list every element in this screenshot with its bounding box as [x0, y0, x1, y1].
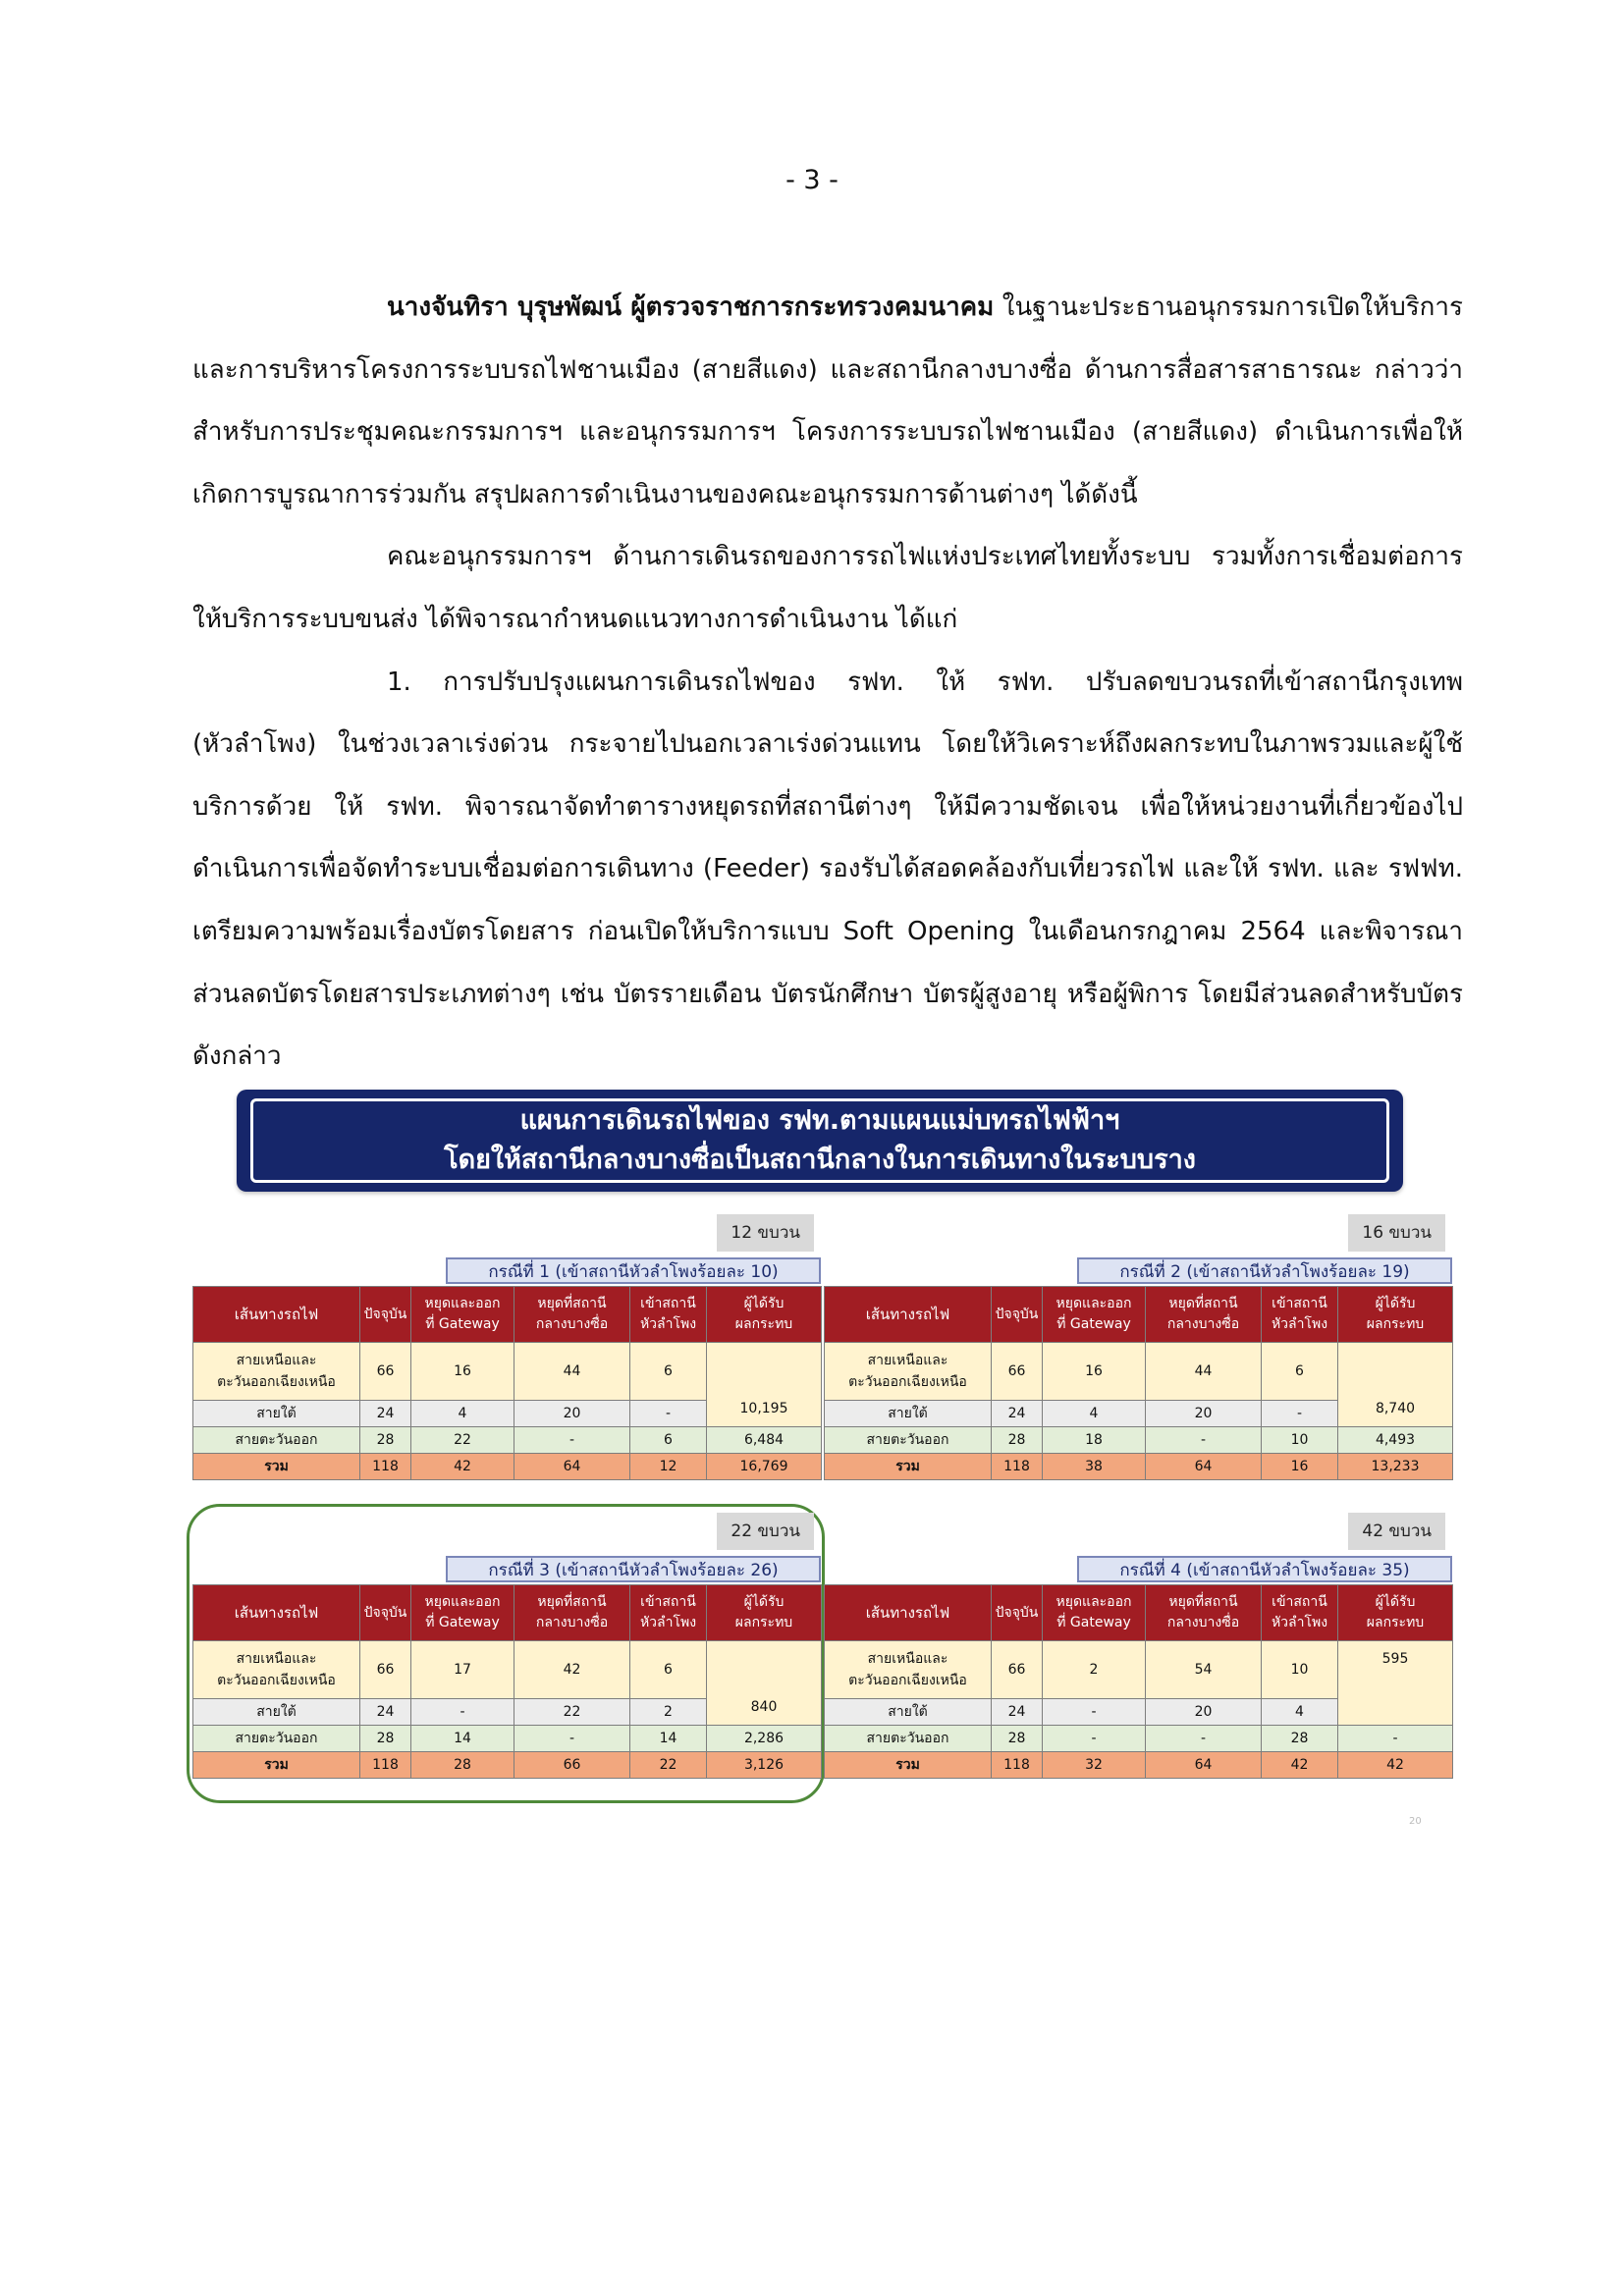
header-route: เส้นทางรถไฟ: [825, 1287, 992, 1343]
cell-value: 38: [1043, 1454, 1146, 1480]
header-affected-line2: ผลกระทบ: [1366, 1615, 1425, 1630]
header-affected-line2: ผลกระทบ: [734, 1615, 793, 1630]
cell-value: 24: [360, 1401, 411, 1427]
route-northeast-line1: สายเหนือและ: [867, 1353, 948, 1368]
header-hualamphong-line1: เข้าสถานี: [640, 1296, 696, 1311]
cell-value: -: [514, 1726, 630, 1752]
cell-value: 2: [630, 1699, 707, 1726]
plan-banner: [237, 1090, 1403, 1192]
cell-value: -: [1043, 1699, 1146, 1726]
cell-value: -: [1043, 1726, 1146, 1752]
paragraph-1-text: ในฐานะประธานอนุกรรมการเปิดให้บริการและการบริหารโครงการระบบรถไฟชานเมือง (สายสีแดง) และสถานีกลางบางซื่อ ด้านการสื่อสารสาธารณะ กล่าวว่า สำหรับการประชุมคณะกรรมการฯ และอนุกรรมการฯ โครงการระบบรถไฟชานเมือง (สายสีแดง) ดำเนินการเพื่อให้เกิดการบูรณาการร่วมกัน สรุปผลการดำเนินงานของคณะอนุกรรมการด้านต่างๆ ได้ดังนี้: [192, 293, 1463, 509]
route-northeast: [825, 1343, 992, 1401]
cell-affected: 3,126: [707, 1752, 822, 1779]
train-count-box: 16 ขบวน: [1348, 1214, 1445, 1252]
cell-value: 64: [514, 1454, 630, 1480]
slide-number: 20: [1409, 1816, 1422, 1827]
cell-affected: 840: [707, 1641, 822, 1726]
cell-value: 66: [514, 1752, 630, 1779]
header-hualamphong-line2: หัวลำโพง: [1271, 1316, 1328, 1332]
header-bangsue: [1146, 1287, 1262, 1343]
route-table: [192, 1286, 822, 1480]
route-south: สายใต้: [825, 1699, 992, 1726]
cell-value: 32: [1043, 1752, 1146, 1779]
banner-line-2: โดยให้สถานีกลางบางซื่อเป็นสถานีกลางในการเดินทางในระบบราง: [444, 1145, 1196, 1175]
header-affected-line1: ผู้ได้รับ: [1375, 1296, 1416, 1311]
cell-affected: 595: [1338, 1641, 1453, 1726]
header-current: ปัจจุบัน: [992, 1585, 1043, 1641]
table-row-east: [825, 1427, 1453, 1454]
cell-affected: 8,740: [1338, 1343, 1453, 1427]
cell-value: 2: [1043, 1641, 1146, 1699]
table-row-total: [193, 1454, 822, 1480]
header-affected: [1338, 1287, 1453, 1343]
table-row-northeast: [193, 1343, 822, 1401]
header-affected-line1: ผู้ได้รับ: [1375, 1594, 1416, 1610]
banner-line-1: แผนการเดินรถไฟของ รฟท.ตามแผนแม่บทรถไฟฟ้าฯ: [519, 1105, 1120, 1136]
route-south: สายใต้: [193, 1699, 360, 1726]
cell-value: 22: [411, 1427, 514, 1454]
cell-value: 28: [1262, 1726, 1338, 1752]
route-total: รวม: [193, 1752, 360, 1779]
header-affected: [707, 1585, 822, 1641]
train-count-box: 12 ขบวน: [717, 1214, 814, 1252]
case-title: กรณีที่ 2 (เข้าสถานีหัวลำโพงร้อยละ 19): [1077, 1257, 1452, 1284]
cell-value: 22: [630, 1752, 707, 1779]
page-number: - 3 -: [785, 165, 839, 195]
header-bangsue-line1: หยุดที่สถานี: [537, 1594, 607, 1610]
route-east: สายตะวันออก: [193, 1427, 360, 1454]
cell-affected: -: [1338, 1726, 1453, 1752]
cell-value: 28: [360, 1726, 411, 1752]
table-header-row: [825, 1287, 1453, 1343]
header-hualamphong-line2: หัวลำโพง: [639, 1615, 697, 1630]
cell-affected: 16,769: [707, 1454, 822, 1480]
cell-value: 14: [411, 1726, 514, 1752]
header-gateway-line2: ที่ Gateway: [425, 1615, 500, 1630]
table-header-row: [193, 1585, 822, 1641]
header-gateway-line2: ที่ Gateway: [1056, 1615, 1131, 1630]
header-route: เส้นทางรถไฟ: [825, 1585, 992, 1641]
case-title: กรณีที่ 3 (เข้าสถานีหัวลำโพงร้อยละ 26): [446, 1556, 821, 1582]
route-east: สายตะวันออก: [825, 1427, 992, 1454]
table-row-northeast: [825, 1343, 1453, 1401]
cell-value: -: [411, 1699, 514, 1726]
table-header-row: [193, 1287, 822, 1343]
cell-affected: 42: [1338, 1752, 1453, 1779]
cell-value: -: [1146, 1427, 1262, 1454]
route-east: สายตะวันออก: [825, 1726, 992, 1752]
cell-value: 16: [411, 1343, 514, 1401]
header-gateway-line2: ที่ Gateway: [425, 1316, 500, 1332]
header-current: ปัจจุบัน: [360, 1287, 411, 1343]
header-gateway-line1: หยุดและออก: [1056, 1594, 1132, 1610]
header-gateway: [1043, 1585, 1146, 1641]
route-south: สายใต้: [825, 1401, 992, 1427]
header-bangsue-line1: หยุดที่สถานี: [1168, 1594, 1238, 1610]
header-affected-line2: ผลกระทบ: [734, 1316, 793, 1332]
cell-value: 66: [360, 1343, 411, 1401]
cell-value: 20: [1146, 1401, 1262, 1427]
case-title: กรณีที่ 1 (เข้าสถานีหัวลำโพงร้อยละ 10): [446, 1257, 821, 1284]
table-row-total: [825, 1752, 1453, 1779]
cell-value: 42: [411, 1454, 514, 1480]
cell-value: 24: [992, 1401, 1043, 1427]
cell-affected: 13,233: [1338, 1454, 1453, 1480]
header-bangsue: [514, 1287, 630, 1343]
table-row-east: [193, 1427, 822, 1454]
table-row-northeast: [825, 1641, 1453, 1699]
cell-value: 10: [1262, 1427, 1338, 1454]
cell-value: 4: [411, 1401, 514, 1427]
paragraph-1-lead: นางจันทิรา บุรุษพัฒน์ ผู้ตรวจราชการกระทรวงคมนาคม: [387, 293, 995, 322]
header-bangsue-line2: กลางบางซื่อ: [1166, 1316, 1240, 1332]
header-bangsue-line1: หยุดที่สถานี: [1168, 1296, 1238, 1311]
header-hualamphong: [1262, 1287, 1338, 1343]
cell-value: -: [1262, 1401, 1338, 1427]
cell-value: 20: [514, 1401, 630, 1427]
header-gateway: [1043, 1287, 1146, 1343]
cell-value: 17: [411, 1641, 514, 1699]
train-count-box: 22 ขบวน: [717, 1513, 814, 1550]
cell-affected: 2,286: [707, 1726, 822, 1752]
header-current: ปัจจุบัน: [992, 1287, 1043, 1343]
cell-value: 44: [1146, 1343, 1262, 1401]
route-table: [824, 1584, 1453, 1779]
cell-value: 28: [992, 1427, 1043, 1454]
header-affected-line1: ผู้ได้รับ: [743, 1594, 785, 1610]
cell-affected: 6,484: [707, 1427, 822, 1454]
cell-affected: 4,493: [1338, 1427, 1453, 1454]
header-current: ปัจจุบัน: [360, 1585, 411, 1641]
route-northeast: [193, 1641, 360, 1699]
cell-value: 24: [360, 1699, 411, 1726]
route-total: รวม: [825, 1454, 992, 1480]
route-south: สายใต้: [193, 1401, 360, 1427]
route-northeast-line2: ตะวันออกเฉียงเหนือ: [217, 1673, 336, 1688]
cell-value: 118: [992, 1454, 1043, 1480]
header-route: เส้นทางรถไฟ: [193, 1585, 360, 1641]
header-gateway-line1: หยุดและออก: [1056, 1296, 1132, 1311]
cell-value: 42: [514, 1641, 630, 1699]
cell-value: 64: [1146, 1752, 1262, 1779]
cell-value: 28: [992, 1726, 1043, 1752]
header-bangsue-line2: กลางบางซื่อ: [1166, 1615, 1240, 1630]
header-affected-line2: ผลกระทบ: [1366, 1316, 1425, 1332]
cell-value: 18: [1043, 1427, 1146, 1454]
cell-value: 28: [360, 1427, 411, 1454]
header-gateway: [411, 1287, 514, 1343]
cell-value: 66: [992, 1641, 1043, 1699]
table-row-total: [193, 1752, 822, 1779]
cell-value: 54: [1146, 1641, 1262, 1699]
cell-value: 20: [1146, 1699, 1262, 1726]
table-row-east: [193, 1726, 822, 1752]
header-bangsue: [514, 1585, 630, 1641]
route-northeast: [193, 1343, 360, 1401]
route-table: [192, 1584, 822, 1779]
cell-value: 66: [992, 1343, 1043, 1401]
route-east: สายตะวันออก: [193, 1726, 360, 1752]
plan-banner-frame: [250, 1098, 1389, 1183]
header-hualamphong-line1: เข้าสถานี: [1272, 1594, 1327, 1610]
cell-value: -: [514, 1427, 630, 1454]
route-northeast-line2: ตะวันออกเฉียงเหนือ: [848, 1374, 967, 1390]
route-total: รวม: [193, 1454, 360, 1480]
route-northeast-line1: สายเหนือและ: [236, 1353, 317, 1368]
header-hualamphong-line1: เข้าสถานี: [640, 1594, 696, 1610]
cell-value: 28: [411, 1752, 514, 1779]
header-hualamphong: [1262, 1585, 1338, 1641]
cell-value: 4: [1262, 1699, 1338, 1726]
cell-value: -: [630, 1401, 707, 1427]
header-hualamphong-line2: หัวลำโพง: [1271, 1615, 1328, 1630]
header-affected: [707, 1287, 822, 1343]
paragraph-1: [192, 277, 1463, 526]
header-hualamphong-line2: หัวลำโพง: [639, 1316, 697, 1332]
table-row-total: [825, 1454, 1453, 1480]
header-gateway-line1: หยุดและออก: [424, 1594, 501, 1610]
cell-value: 118: [360, 1454, 411, 1480]
cell-value: 118: [360, 1752, 411, 1779]
header-bangsue-line2: กลางบางซื่อ: [535, 1316, 609, 1332]
paragraph-3: 1. การปรับปรุงแผนการเดินรถไฟของ รฟท. ให้ รฟท. ปรับลดขบวนรถที่เข้าสถานีกรุงเทพ (หัวลำโพง) ในช่วงเวลาเร่งด่วน กระจายไปนอกเวลาเร่งด่วนแทน โดยให้วิเคราะห์ถึงผลกระทบในภาพรวมและผู้ใช้บริการด้วย ให้ รฟท. พิจารณาจัดทำตารางหยุดรถที่สถานีต่างๆ ให้มีความชัดเจน เพื่อให้หน่วยงานที่เกี่ยวข้องไปดำเนินการเพื่อจัดทำระบบเชื่อมต่อการเดินทาง (Feeder) รองรับได้สอดคล้องกับเที่ยวรถไฟ และให้ รฟท. และ รฟฟท. เตรียมความพร้อมเรื่องบัตรโดยสาร ก่อนเปิดให้บริการแบบ Soft Opening ในเดือนกรกฎาคม 2564 และพิจารณาส่วนลดบัตรโดยสารประเภทต่างๆ เช่น บัตรรายเดือน บัตรนักศึกษา บัตรผู้สูงอายุ หรือผู้พิการ โดยมีส่วนลดสำหรับบัตรดังกล่าว: [192, 667, 1463, 1072]
cell-value: 6: [630, 1343, 707, 1401]
table-row-northeast: [193, 1641, 822, 1699]
header-hualamphong: [630, 1287, 707, 1343]
case-title: กรณีที่ 4 (เข้าสถานีหัวลำโพงร้อยละ 35): [1077, 1556, 1452, 1582]
cell-value: 24: [992, 1699, 1043, 1726]
header-hualamphong-line1: เข้าสถานี: [1272, 1296, 1327, 1311]
cell-value: 64: [1146, 1454, 1262, 1480]
table-header-row: [825, 1585, 1453, 1641]
route-total: รวม: [825, 1752, 992, 1779]
cell-value: 118: [992, 1752, 1043, 1779]
header-route: เส้นทางรถไฟ: [193, 1287, 360, 1343]
cell-value: 42: [1262, 1752, 1338, 1779]
cell-value: -: [1146, 1726, 1262, 1752]
header-gateway-line1: หยุดและออก: [424, 1296, 501, 1311]
cell-value: 14: [630, 1726, 707, 1752]
route-northeast: [825, 1641, 992, 1699]
header-bangsue: [1146, 1585, 1262, 1641]
route-table: [824, 1286, 1453, 1480]
cell-value: 44: [514, 1343, 630, 1401]
header-bangsue-line1: หยุดที่สถานี: [537, 1296, 607, 1311]
cell-affected: 10,195: [707, 1343, 822, 1427]
cell-value: 6: [630, 1427, 707, 1454]
header-hualamphong: [630, 1585, 707, 1641]
route-northeast-line2: ตะวันออกเฉียงเหนือ: [848, 1673, 967, 1688]
cell-value: 10: [1262, 1641, 1338, 1699]
table-row-east: [825, 1726, 1453, 1752]
cell-value: 4: [1043, 1401, 1146, 1427]
header-bangsue-line2: กลางบางซื่อ: [535, 1615, 609, 1630]
cell-value: 16: [1262, 1454, 1338, 1480]
header-affected: [1338, 1585, 1453, 1641]
route-northeast-line1: สายเหนือและ: [867, 1651, 948, 1667]
cell-value: 66: [360, 1641, 411, 1699]
cell-value: 6: [1262, 1343, 1338, 1401]
cell-value: 16: [1043, 1343, 1146, 1401]
cell-value: 22: [514, 1699, 630, 1726]
body-text: [192, 277, 1463, 1089]
train-count-box: 42 ขบวน: [1348, 1513, 1445, 1550]
route-northeast-line2: ตะวันออกเฉียงเหนือ: [217, 1374, 336, 1390]
header-gateway: [411, 1585, 514, 1641]
header-gateway-line2: ที่ Gateway: [1056, 1316, 1131, 1332]
paragraph-2: คณะอนุกรรมการฯ ด้านการเดินรถของการรถไฟแห่งประเทศไทยทั้งระบบ รวมทั้งการเชื่อมต่อการให้บริการระบบขนส่ง ได้พิจารณากำหนดแนวทางการดำเนินงาน ได้แก่: [192, 542, 1463, 634]
cell-value: 6: [630, 1641, 707, 1699]
route-northeast-line1: สายเหนือและ: [236, 1651, 317, 1667]
cell-value: 12: [630, 1454, 707, 1480]
header-affected-line1: ผู้ได้รับ: [743, 1296, 785, 1311]
